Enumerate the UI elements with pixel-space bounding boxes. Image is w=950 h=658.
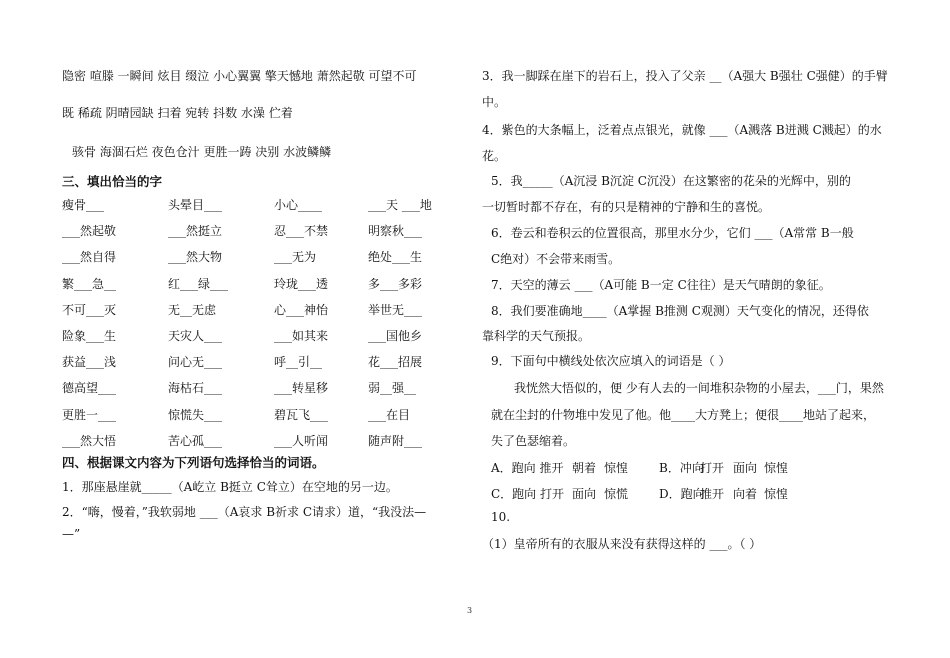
fill-item: 瘦骨___ xyxy=(62,198,105,212)
question-8-line-1: 8．我们要准确地____（A掌握 B推测 C观测）天气变化的情况，还得依 xyxy=(491,304,869,318)
fill-item: 更胜一___ xyxy=(62,407,117,422)
fill-item: ___在目 xyxy=(368,407,411,422)
fill-item: ___无为 xyxy=(274,250,317,265)
q9-option-cell: 向着 xyxy=(733,487,758,501)
fill-item: 红___绿___ xyxy=(168,276,229,291)
fill-item: ___天 ___地 xyxy=(368,198,432,212)
fill-item: 险象___生 xyxy=(62,329,117,343)
q9-option-cell: 打开 xyxy=(700,461,725,475)
question-2-line-2: —” xyxy=(62,527,81,541)
question-10-part-1: （1）皇帝所有的衣服从来没有获得这样的 ___。（ ） xyxy=(482,537,762,551)
q9-option-cell: 惊惶 xyxy=(764,461,789,475)
question-10: 10. xyxy=(491,510,511,524)
fill-item: 无__无虑 xyxy=(168,302,217,317)
fill-item: 多___多彩 xyxy=(368,276,423,291)
fill-item: 繁___急__ xyxy=(62,276,117,291)
fill-item: 不可___灭 xyxy=(62,302,117,317)
fill-item: 惊慌失___ xyxy=(168,407,223,422)
vocab-line-3: 骇骨 海涸石烂 夜色仓汁 更胜一踌 决别 水波鳞鳞 xyxy=(72,145,332,159)
question-8-line-2: 靠科学的天气预报。 xyxy=(482,329,591,343)
fill-item: 问心无___ xyxy=(168,355,223,370)
fill-item: 明察秋___ xyxy=(368,224,423,239)
fill-item: ___转星移 xyxy=(274,381,329,396)
q9-option-cell: B．冲向 xyxy=(659,461,704,475)
fill-item: 碧瓦飞___ xyxy=(274,407,329,422)
question-7: 7．天空的薄云 ___（A可能 B一定 C往往）是天气晴朗的象征。 xyxy=(491,278,831,292)
fill-item: 心___神怡 xyxy=(274,302,329,317)
question-3-line-1: 3．我一脚踩在崖下的岩石上，投入了父亲 __（A强大 B强壮 C强健）的手臂 xyxy=(482,69,888,83)
vocab-line-1: 隐密 喧滕 一瞬间 炫目 缀泣 小心翼翼 擎天憾地 萧然起敬 可望不可 xyxy=(62,69,417,83)
q9-option-cell: 惊慌 xyxy=(604,487,629,501)
question-1: 1．那座悬崖就_____（A屹立 B挺立 C耸立）在空地的另一边。 xyxy=(62,480,398,494)
fill-item: ___然起敬 xyxy=(62,224,117,239)
q9-option-cell: 面向 xyxy=(572,487,597,501)
fill-item: 小心____ xyxy=(274,198,323,212)
q9-option-cell: 朝着 xyxy=(572,461,597,475)
question-6-line-2: C绝对）不会带来雨雪。 xyxy=(491,252,621,266)
fill-item: 举世无___ xyxy=(368,302,423,317)
fill-item: 头晕目___ xyxy=(168,198,223,212)
fill-item: 天灾人___ xyxy=(168,329,223,343)
q9-option-cell: A．跑向 推开 xyxy=(491,461,564,475)
section-3-heading: 三、填出恰当的字 xyxy=(62,174,163,189)
q9-option-cell: C．跑向 打开 xyxy=(491,487,564,501)
question-4-line-2: 花。 xyxy=(482,149,507,163)
fill-item: 玲珑___透 xyxy=(274,276,329,291)
question-5-line-1: 5．我_____（A沉浸 B沉淀 C沉没）在这繁密的花朵的光辉中，别的 xyxy=(491,174,851,188)
fill-item: ___然大物 xyxy=(168,250,223,265)
fill-item: 随声附___ xyxy=(368,433,423,448)
vocab-line-2: 既 稀疏 阴晴园缺 扫着 宛转 抖数 水澡 伫着 xyxy=(62,106,293,120)
question-9: 9．下面句中横线处依次应填入的词语是（ ） xyxy=(491,354,731,368)
fill-item: 德高望___ xyxy=(62,381,117,396)
question-6-line-1: 6．卷云和卷积云的位置很高，那里水分少，它们 ___（A常常 B一般 xyxy=(491,226,854,240)
fill-item: ___人听闻 xyxy=(274,433,329,448)
question-4-line-1: 4．紫色的大条幅上，泛着点点银光，就像 ___（A溅落 B迸溅 C溅起）的水 xyxy=(482,123,882,137)
q9-option-cell: 惊惶 xyxy=(764,487,789,501)
question-3-line-2: 中。 xyxy=(482,95,507,109)
q9-option-cell: 推开 xyxy=(700,487,725,501)
question-2-line-1: 2．“嗨，慢着，”我软弱地 ___（A哀求 B祈求 C请求）道，“我没法— xyxy=(62,505,427,519)
question-9-passage-line-3: 失了色瑟缩着。 xyxy=(491,434,576,448)
fill-item: 弱__强__ xyxy=(368,381,417,396)
q9-option-cell: 面向 xyxy=(733,461,758,475)
fill-item: 花___招展 xyxy=(368,355,423,370)
fill-item: ___如其来 xyxy=(274,329,329,343)
page-number: 3 xyxy=(467,606,473,615)
fill-item: ___然自得 xyxy=(62,250,117,265)
fill-item: 苦心孤___ xyxy=(168,433,223,448)
fill-item: ___然大悟 xyxy=(62,433,117,448)
fill-item: 绝处___生 xyxy=(368,250,423,265)
fill-item: 海枯石___ xyxy=(168,381,223,396)
question-9-passage-line-2: 就在尘封的什物堆中发见了他。他____大方凳上；便很____地站了起来， xyxy=(491,408,876,422)
fill-item: 获益___浅 xyxy=(62,355,117,370)
q9-option-cell: D．跑向 xyxy=(659,487,705,501)
fill-item: ___国他乡 xyxy=(368,329,423,343)
q9-option-cell: 惊惶 xyxy=(604,461,629,475)
fill-item: 呼__引__ xyxy=(274,355,323,370)
section-4-heading: 四、根据课文内容为下列语句选择恰当的词语。 xyxy=(62,455,325,470)
question-9-passage-line-1: 我恍然大悟似的，便 少有人去的一间堆积杂物的小屋去，___门，果然 xyxy=(514,381,884,395)
question-5-line-2: 一切暂时都不存在，有的只是精神的宁静和生的喜悦。 xyxy=(482,200,771,214)
fill-item: ___然挺立 xyxy=(168,224,223,239)
fill-item: 忍___不禁 xyxy=(274,224,329,239)
